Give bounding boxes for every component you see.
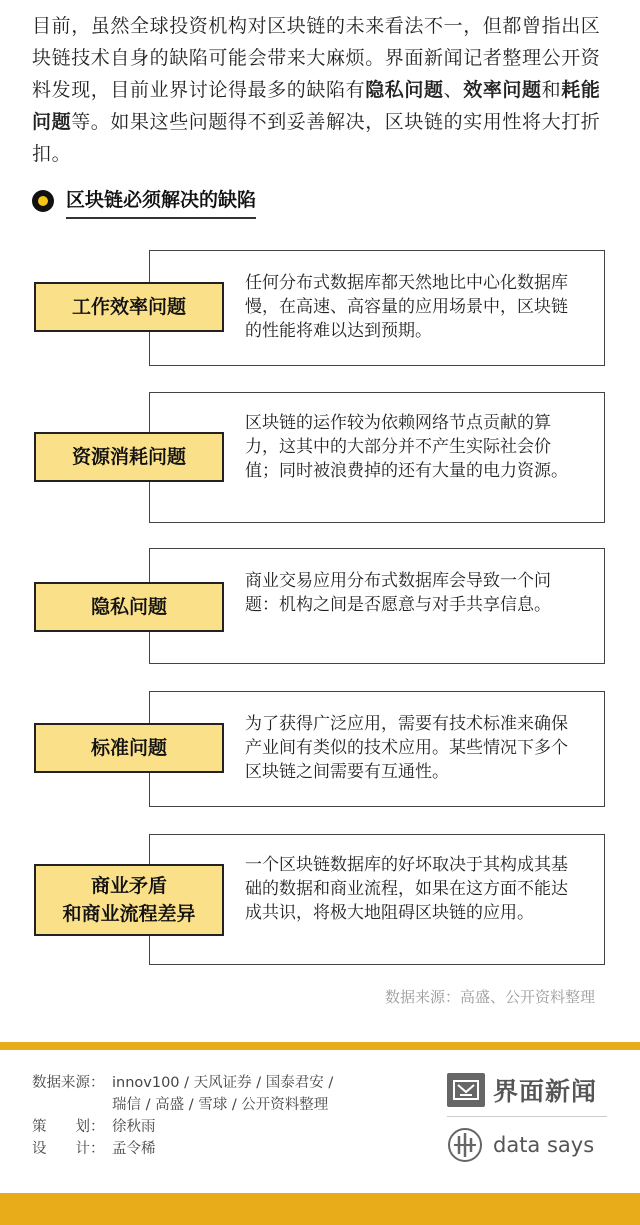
credit-designer: 设 计： 孟令稀 [32,1141,156,1157]
accent-band-bottom [0,1193,640,1225]
card-text: 任何分布式数据库都天然地比中心化数据库慢，在高速、高容量的应用场景中，区块链的性能将难以达到预期。 [245,273,568,341]
card-text: 为了获得广泛应用，需要有技术标准来确保产业间有类似的技术应用。某些情况下多个区块链之间需要有互通性。 [245,714,568,782]
credit-planner: 策 划： 徐秋雨 [32,1119,156,1135]
card-tag: 工作效率问题 [34,282,224,332]
defect-card-resource [34,392,605,523]
card-tag: 资源消耗问题 [34,432,224,482]
defect-card-business [34,834,605,965]
credit-source: 数据来源： innov100 / 天风证券 / 国泰君安 / 瑞信 / 高盛 / 雪球 / 公开资料整理 [32,1075,334,1113]
section-title: 区块链必须解决的缺陷 [66,185,256,219]
card-text: 商业交易应用分布式数据库会导致一个问题：机构之间是否愿意与对手共享信息。 [245,571,551,615]
jiemian-logo-text: 界面新闻 [493,1077,598,1106]
defect-card-efficiency [34,250,605,366]
card-text: 区块链的运作较为依赖网络节点贡献的算力，这其中的大部分并不产生实际社会价值；同时被浪费掉的还有大量的电力资源。 [245,413,568,481]
accent-band-top [0,1042,640,1050]
credits-block [32,1072,392,1160]
intro-paragraph: 目前，虽然全球投资机构对区块链的未来看法不一，但都曾指出区块链技术自身的缺陷可能会带来大麻烦。界面新闻记者整理公开资料发现，目前业界讨论得最多的缺陷有隐私问题、效率问题和耗能问题等。如果这些问题得不到妥善解决，区块链的实用性将大打折扣。 [32,15,601,165]
defect-card-standard [34,691,605,807]
card-tag: 标准问题 [34,723,224,773]
data-says-logo [447,1126,594,1164]
keyword-energy: 耗能问题 [32,79,601,133]
jiemian-logo-icon [447,1073,485,1107]
card-tag-line1: 商业矛盾 [90,875,167,897]
data-says-icon [447,1127,483,1163]
jiemian-logo [447,1072,597,1108]
bullet-dot-icon [32,190,54,212]
keyword-efficiency: 效率问题 [463,79,542,101]
keyword-privacy: 隐私问题 [365,79,444,101]
card-tag-line2: 和商业流程差异 [62,903,196,925]
card-tag [34,864,224,936]
data-says-text: data says [493,1133,595,1157]
logo-divider [447,1116,607,1117]
card-tag: 隐私问题 [34,582,224,632]
source-note: 数据来源：高盛、公开资料整理 [384,988,595,1006]
card-text: 一个区块链数据库的好坏取决于其构成其基础的数据和商业流程，如果在这方面不能达成共识，将极大地阻碍区块链的应用。 [245,855,568,923]
defect-card-privacy [34,548,605,664]
